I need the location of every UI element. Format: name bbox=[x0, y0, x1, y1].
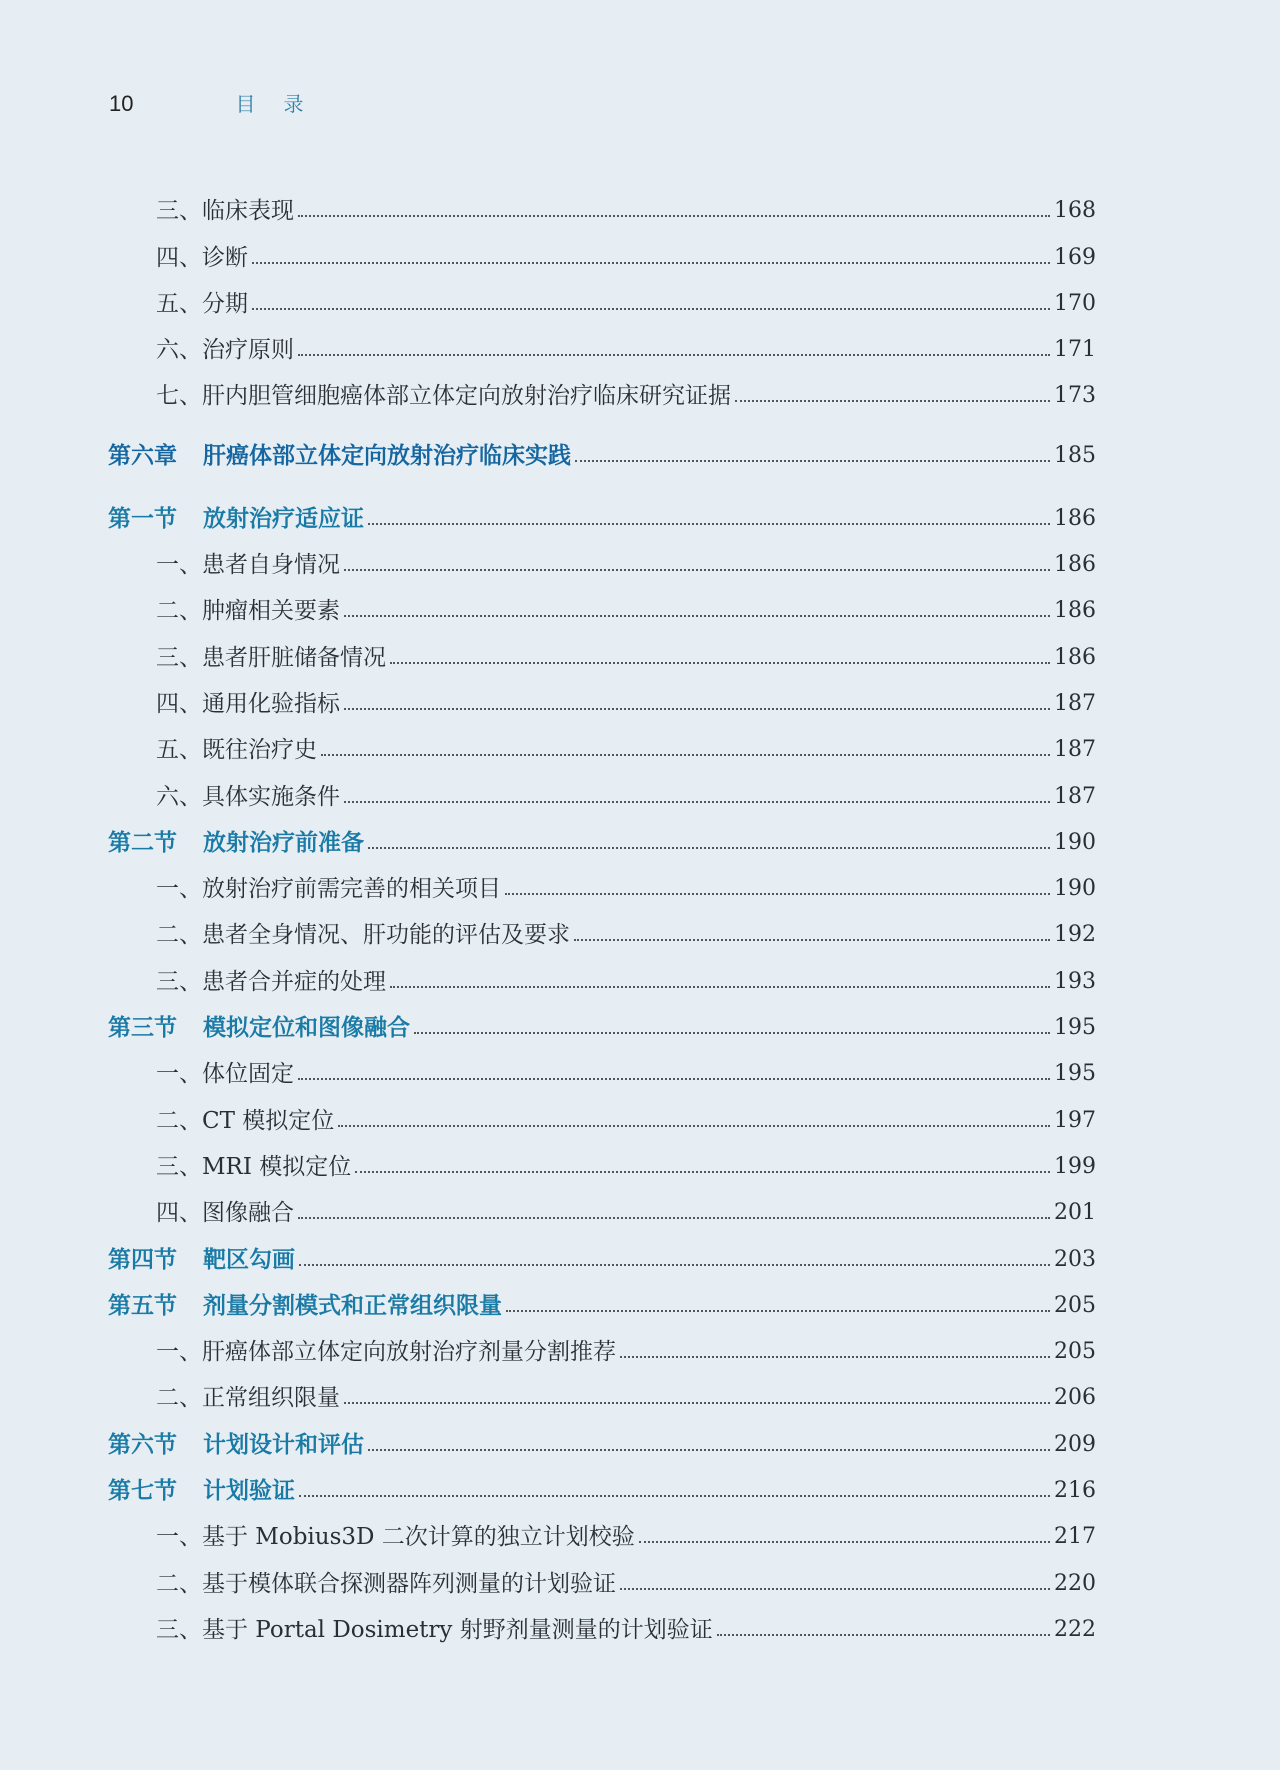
toc-entry-label bbox=[156, 1152, 351, 1182]
toc-entry-page: 209 bbox=[1054, 1431, 1096, 1457]
toc-entry-title: 二、肿瘤相关要素 bbox=[156, 598, 340, 625]
dot-leader bbox=[298, 1077, 1050, 1080]
toc-entry-label bbox=[108, 1430, 364, 1460]
toc-entry-title: 六、具体实施条件 bbox=[156, 783, 340, 810]
toc-entry-title: 三、患者合并症的处理 bbox=[156, 968, 386, 995]
toc-entry-sub[interactable] bbox=[108, 534, 1096, 580]
toc-entry-title: 三、MRI 模拟定位 bbox=[156, 1153, 352, 1180]
toc-entry-page: 173 bbox=[1054, 383, 1096, 409]
toc-entry-page: 186 bbox=[1054, 598, 1096, 624]
dot-leader bbox=[298, 1216, 1050, 1219]
toc-entry-title: 二、基于模体联合探测器阵列测量的计划验证 bbox=[156, 1570, 616, 1597]
toc-entry-label bbox=[156, 967, 386, 997]
toc-entry-section[interactable] bbox=[108, 1460, 1096, 1506]
toc-entry-page: 187 bbox=[1054, 737, 1096, 763]
toc-entry-label bbox=[156, 1337, 616, 1367]
dot-leader bbox=[299, 1263, 1050, 1266]
toc-entry-page: 201 bbox=[1054, 1200, 1096, 1226]
toc-entry-sub[interactable] bbox=[108, 626, 1096, 672]
dot-leader bbox=[505, 892, 1050, 895]
toc-entry-page: 169 bbox=[1054, 244, 1096, 270]
toc-entry-label bbox=[108, 828, 364, 858]
toc-entry-label bbox=[156, 1615, 713, 1645]
toc-entry-page: 187 bbox=[1054, 783, 1096, 809]
dot-leader bbox=[252, 307, 1050, 310]
toc-entry-label bbox=[156, 1383, 340, 1413]
toc-entry-sub[interactable] bbox=[108, 1321, 1096, 1367]
toc-entry-page: 206 bbox=[1054, 1385, 1096, 1411]
toc-entry-title: 六、治疗原则 bbox=[156, 337, 294, 364]
toc-entry-title: 计划验证 bbox=[203, 1478, 295, 1505]
toc-entry-sub[interactable] bbox=[108, 904, 1096, 950]
toc-entry-title: 模拟定位和图像融合 bbox=[203, 1015, 410, 1042]
toc-entry-title: 三、患者肝脏储备情况 bbox=[156, 644, 386, 671]
dot-leader bbox=[368, 846, 1050, 849]
toc-entry-label bbox=[156, 1198, 294, 1228]
toc-entry-sub[interactable] bbox=[108, 765, 1096, 811]
toc-entry-page: 205 bbox=[1054, 1292, 1096, 1318]
table-of-contents bbox=[108, 180, 1096, 1645]
dot-leader bbox=[338, 1124, 1050, 1127]
dot-leader bbox=[344, 1401, 1050, 1404]
dot-leader bbox=[735, 399, 1050, 402]
toc-entry-sub[interactable] bbox=[108, 858, 1096, 904]
toc-entry-page: 217 bbox=[1054, 1524, 1096, 1550]
dot-leader bbox=[298, 353, 1050, 356]
toc-entry-title: 剂量分割模式和正常组织限量 bbox=[203, 1292, 502, 1319]
toc-entry-label bbox=[156, 596, 340, 626]
toc-entry-label bbox=[108, 1245, 295, 1275]
toc-entry-sub[interactable] bbox=[108, 1552, 1096, 1598]
toc-entry-title: 四、诊断 bbox=[156, 244, 248, 271]
dot-leader bbox=[368, 1448, 1050, 1451]
toc-entry-title: 放射治疗适应证 bbox=[203, 505, 364, 532]
dot-leader bbox=[344, 568, 1050, 571]
toc-entry-page: 190 bbox=[1054, 829, 1096, 855]
toc-entry-label bbox=[156, 920, 570, 950]
toc-entry-title: 计划设计和评估 bbox=[203, 1431, 364, 1458]
toc-entry-page: 220 bbox=[1054, 1570, 1096, 1596]
dot-leader bbox=[344, 707, 1050, 710]
dot-leader bbox=[620, 1587, 1050, 1590]
toc-entry-section[interactable] bbox=[108, 812, 1096, 858]
toc-entry-sub[interactable] bbox=[108, 1136, 1096, 1182]
toc-entry-title: 五、既往治疗史 bbox=[156, 737, 317, 764]
toc-entry-title: 一、基于 Mobius3D 二次计算的独立计划校验 bbox=[156, 1524, 635, 1551]
toc-entry-sub[interactable] bbox=[108, 1599, 1096, 1645]
toc-entry-chapter[interactable] bbox=[108, 421, 1096, 471]
toc-entry-page: 170 bbox=[1054, 290, 1096, 316]
toc-entry-label bbox=[156, 1522, 635, 1552]
toc-entry-title: 一、肝癌体部立体定向放射治疗剂量分割推荐 bbox=[156, 1339, 616, 1366]
dot-leader bbox=[321, 753, 1050, 756]
toc-entry-sub[interactable] bbox=[108, 719, 1096, 765]
toc-entry-sub[interactable] bbox=[108, 1367, 1096, 1413]
toc-entry-section[interactable] bbox=[108, 997, 1096, 1043]
toc-entry-title: 二、CT 模拟定位 bbox=[156, 1107, 335, 1134]
toc-entry-page: 185 bbox=[1054, 443, 1096, 469]
toc-entry-sub[interactable] bbox=[108, 180, 1096, 226]
toc-entry-number: 第七节 bbox=[108, 1478, 177, 1505]
toc-entry-label bbox=[156, 1106, 334, 1136]
toc-entry-title: 二、患者全身情况、肝功能的评估及要求 bbox=[156, 922, 570, 949]
toc-entry-section[interactable] bbox=[108, 1413, 1096, 1459]
toc-entry-section[interactable] bbox=[108, 1275, 1096, 1321]
toc-entry-page: 203 bbox=[1054, 1246, 1096, 1272]
toc-entry-page: 186 bbox=[1054, 505, 1096, 531]
toc-entry-number: 第六节 bbox=[108, 1431, 177, 1458]
toc-entry-number: 第四节 bbox=[108, 1246, 177, 1273]
toc-entry-label bbox=[156, 550, 340, 580]
toc-entry-page: 195 bbox=[1054, 1061, 1096, 1087]
toc-entry-label bbox=[156, 1059, 294, 1089]
page-header bbox=[109, 88, 331, 117]
toc-entry-label bbox=[156, 289, 248, 319]
toc-entry-page: 187 bbox=[1054, 690, 1096, 716]
toc-entry-label bbox=[156, 1569, 616, 1599]
toc-entry-title: 七、肝内胆管细胞癌体部立体定向放射治疗临床研究证据 bbox=[156, 383, 731, 410]
toc-entry-title: 一、放射治疗前需完善的相关项目 bbox=[156, 876, 501, 903]
toc-entry-page: 193 bbox=[1054, 968, 1096, 994]
toc-entry-page: 190 bbox=[1054, 876, 1096, 902]
toc-entry-title: 放射治疗前准备 bbox=[203, 829, 364, 856]
toc-entry-label bbox=[156, 689, 340, 719]
toc-entry-number: 第三节 bbox=[108, 1015, 177, 1042]
toc-entry-label bbox=[108, 1013, 410, 1043]
toc-entry-label bbox=[108, 1476, 295, 1506]
toc-entry-label bbox=[108, 441, 571, 471]
toc-entry-title: 肝癌体部立体定向放射治疗临床实践 bbox=[203, 443, 571, 470]
toc-entry-sub[interactable] bbox=[108, 365, 1096, 411]
toc-entry-page: 216 bbox=[1054, 1478, 1096, 1504]
toc-entry-label bbox=[156, 643, 386, 673]
toc-entry-sub[interactable] bbox=[108, 580, 1096, 626]
toc-entry-sub[interactable] bbox=[108, 319, 1096, 365]
toc-entry-section[interactable] bbox=[108, 1228, 1096, 1274]
toc-entry-label bbox=[156, 874, 501, 904]
toc-entry-title: 三、基于 Portal Dosimetry 射野剂量测量的计划验证 bbox=[156, 1616, 713, 1643]
dot-leader bbox=[355, 1170, 1050, 1173]
toc-entry-title: 一、体位固定 bbox=[156, 1061, 294, 1088]
toc-entry-sub[interactable] bbox=[108, 673, 1096, 719]
dot-leader bbox=[298, 214, 1050, 217]
toc-entry-sub[interactable] bbox=[108, 226, 1096, 272]
toc-entry-page: 205 bbox=[1054, 1339, 1096, 1365]
toc-entry-title: 三、临床表现 bbox=[156, 198, 294, 225]
dot-leader bbox=[252, 261, 1050, 264]
toc-entry-title: 四、通用化验指标 bbox=[156, 690, 340, 717]
toc-entry-label bbox=[156, 243, 248, 273]
toc-entry-sub[interactable] bbox=[108, 273, 1096, 319]
toc-entry-title: 靶区勾画 bbox=[203, 1246, 295, 1273]
toc-entry-number: 第六章 bbox=[108, 443, 177, 470]
toc-entry-label bbox=[156, 735, 317, 765]
toc-entry-label bbox=[156, 335, 294, 365]
toc-entry-label bbox=[108, 1291, 502, 1321]
toc-entry-page: 222 bbox=[1054, 1616, 1096, 1642]
dot-leader bbox=[414, 1031, 1050, 1034]
toc-entry-sub[interactable] bbox=[108, 1182, 1096, 1228]
toc-entry-number: 第五节 bbox=[108, 1292, 177, 1319]
toc-entry-sub[interactable] bbox=[108, 950, 1096, 996]
running-title: 目录 bbox=[235, 92, 332, 116]
toc-entry-page: 199 bbox=[1054, 1153, 1096, 1179]
toc-entry-title: 二、正常组织限量 bbox=[156, 1385, 340, 1412]
toc-entry-sub[interactable] bbox=[108, 1043, 1096, 1089]
toc-entry-section[interactable] bbox=[108, 487, 1096, 533]
page-number: 10 bbox=[109, 91, 134, 116]
toc-entry-page: 186 bbox=[1054, 552, 1096, 578]
dot-leader bbox=[620, 1355, 1050, 1358]
toc-entry-label bbox=[156, 782, 340, 812]
dot-leader bbox=[639, 1540, 1050, 1543]
toc-entry-label bbox=[156, 196, 294, 226]
toc-entry-title: 五、分期 bbox=[156, 290, 248, 317]
toc-entry-label bbox=[156, 381, 731, 411]
dot-leader bbox=[390, 661, 1050, 664]
toc-entry-sub[interactable] bbox=[108, 1089, 1096, 1135]
toc-entry-page: 186 bbox=[1054, 644, 1096, 670]
dot-leader bbox=[575, 459, 1050, 462]
dot-leader bbox=[574, 938, 1050, 941]
toc-entry-page: 171 bbox=[1054, 337, 1096, 363]
toc-entry-number: 第一节 bbox=[108, 505, 177, 532]
toc-entry-number: 第二节 bbox=[108, 829, 177, 856]
toc-entry-sub[interactable] bbox=[108, 1506, 1096, 1552]
toc-entry-page: 168 bbox=[1054, 198, 1096, 224]
dot-leader bbox=[506, 1309, 1050, 1312]
dot-leader bbox=[299, 1494, 1050, 1497]
toc-entry-page: 195 bbox=[1054, 1015, 1096, 1041]
dot-leader bbox=[344, 800, 1050, 803]
toc-entry-label bbox=[108, 504, 364, 534]
toc-entry-page: 197 bbox=[1054, 1107, 1096, 1133]
dot-leader bbox=[368, 522, 1050, 525]
toc-entry-page: 192 bbox=[1054, 922, 1096, 948]
dot-leader bbox=[344, 614, 1050, 617]
dot-leader bbox=[717, 1633, 1050, 1636]
toc-entry-title: 一、患者自身情况 bbox=[156, 552, 340, 579]
dot-leader bbox=[390, 985, 1050, 988]
toc-entry-title: 四、图像融合 bbox=[156, 1200, 294, 1227]
